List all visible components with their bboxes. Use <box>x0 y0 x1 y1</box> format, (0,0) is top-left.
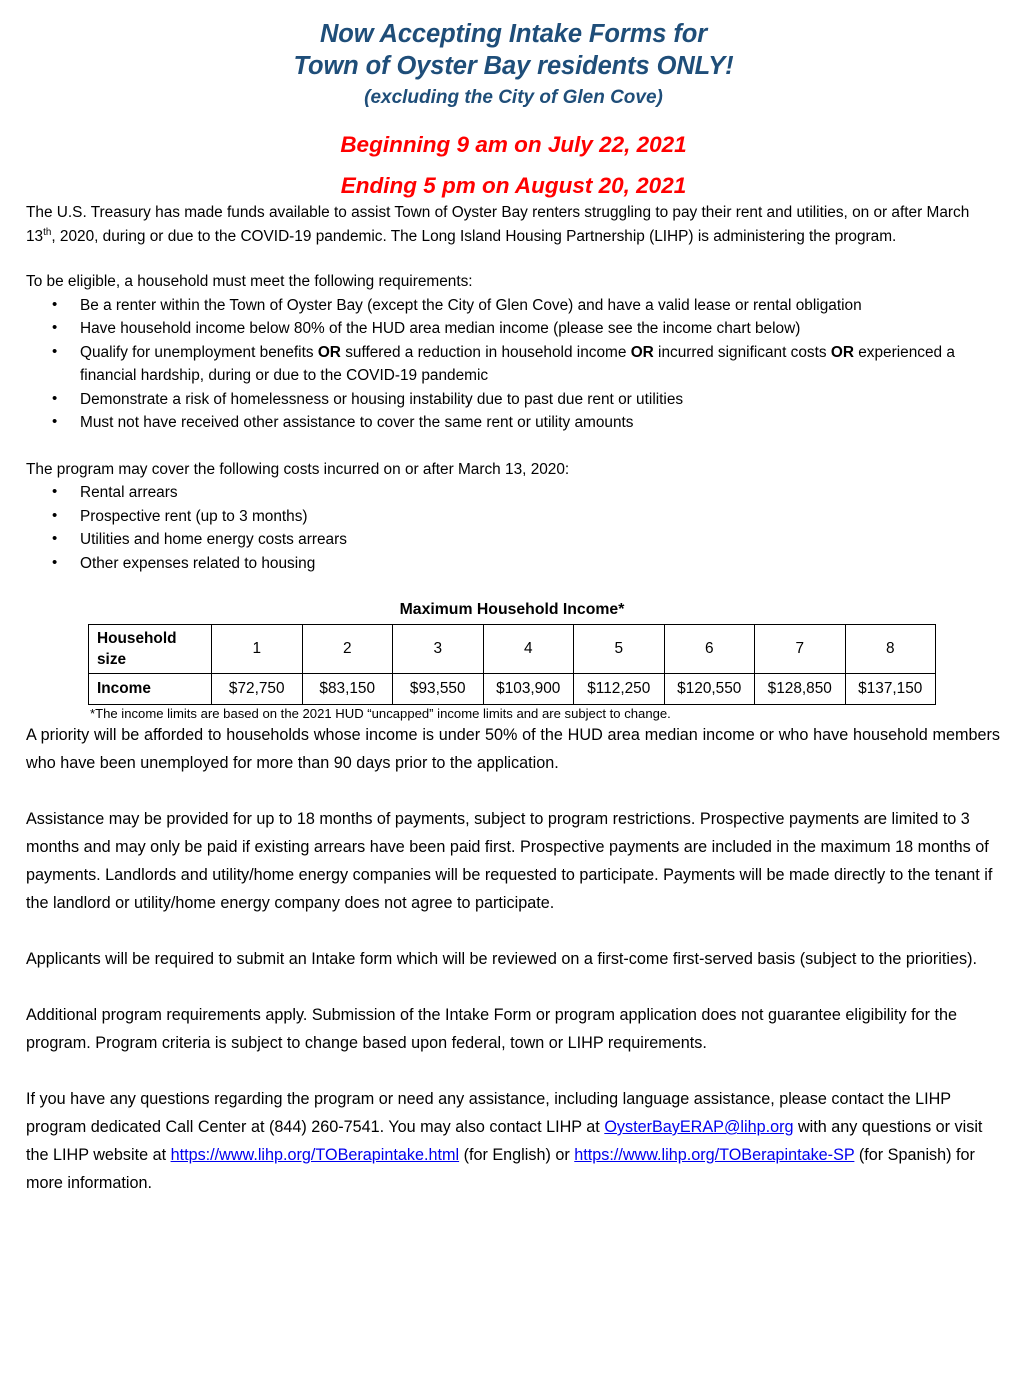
lower-content <box>0 721 1027 1197</box>
spacer <box>26 973 1000 1001</box>
spacer <box>26 777 1000 805</box>
table-row-income <box>89 674 936 705</box>
table-cell-income: $93,550 <box>393 674 484 705</box>
household-size-line2: size <box>97 651 127 668</box>
list-item: • Prospective rent (up to 3 months) <box>26 505 1000 529</box>
body-content <box>0 201 1027 575</box>
table-cell-size: 3 <box>393 625 484 674</box>
list-item: • Utilities and home energy costs arrears <box>26 528 1000 552</box>
table-row-household-size <box>89 625 936 674</box>
eligibility-or-seg1: Qualify for unemployment benefits <box>80 343 318 361</box>
priority-paragraph: A priority will be afforded to households whose income is under 50% of the HUD area median income or who have household members who have been unemployed for more than 90 days prior to the application. <box>26 726 1000 772</box>
table-cell-income: $120,550 <box>664 674 755 705</box>
table-cell-income: $72,750 <box>212 674 303 705</box>
eligibility-list <box>26 294 1000 435</box>
eligibility-or-1: OR <box>317 343 341 361</box>
headline-line-2: Town of Oyster Bay residents ONLY! <box>293 52 734 80</box>
intro-text-part1: The U.S. Treasury has made funds available to assist Town of Oyster Bay renters struggling to pay their rent and utilities, on or after March 13 <box>26 204 970 245</box>
email-link[interactable]: OysterBayERAP@lihp.org <box>604 1118 794 1136</box>
table-cell-income: $83,150 <box>302 674 393 705</box>
eligibility-or-seg3: incurred significant costs <box>653 343 831 361</box>
eligibility-lead: To be eligible, a household must meet the following requirements: <box>26 273 473 290</box>
table-cell-size: 8 <box>845 625 936 674</box>
covered-costs-lead: The program may cover the following costs incurred on or after March 13, 2020: <box>26 460 570 478</box>
table-cell-income: $112,250 <box>574 674 665 705</box>
list-item: • Other expenses related to housing <box>26 552 1000 576</box>
eligibility-or-2: OR <box>630 343 654 361</box>
table-cell-size: 6 <box>664 625 755 674</box>
date-begin: Beginning 9 am on July 22, 2021 <box>340 132 687 157</box>
income-table <box>88 624 936 705</box>
website-link-spanish[interactable]: https://www.lihp.org/TOBerapintake-SP <box>574 1146 855 1164</box>
list-item: • Demonstrate a risk of homelessness or housing instability due to past due rent or utilities <box>26 388 1000 412</box>
table-header-household-size <box>89 625 212 674</box>
contact-text-seg4: (for Spanish) for more information. <box>26 1146 975 1192</box>
headline-line-3: (excluding the City of Glen Cove) <box>364 87 663 108</box>
income-table-title: Maximum Household Income* <box>399 601 625 618</box>
eligibility-or-seg2: suffered a reduction in household income <box>340 343 631 361</box>
table-cell-size: 2 <box>302 625 393 674</box>
headline-line-1: Now Accepting Intake Forms for <box>319 20 708 48</box>
table-cell-income: $137,150 <box>845 674 936 705</box>
table-cell-size: 1 <box>212 625 303 674</box>
additional-requirements-paragraph: Additional program requirements apply. Submission of the Intake Form or program application does not guarantee eligibility for the program. Program criteria is subject to change based upon federal, town or LIHP requirements. <box>26 1006 957 1052</box>
applicants-paragraph: Applicants will be required to submit an Intake form which will be reviewed on a first-come first-served basis (subject to the priorities). <box>26 950 977 968</box>
table-cell-size: 4 <box>483 625 574 674</box>
intro-text-part2: , 2020, during or due to the COVID-19 pandemic. The Long Island Housing Partnership (LIHP) is administering the program. <box>51 227 897 245</box>
table-cell-income: $103,900 <box>483 674 574 705</box>
table-cell-income: $128,850 <box>755 674 846 705</box>
contact-text-seg1: If you have any questions regarding the program or need any assistance, including language assistance, please contact the LIHP program dedicated Call Center at (844) 260-7541. You may also contact LIHP at <box>26 1090 951 1136</box>
list-item: • Be a renter within the Town of Oyster Bay (except the City of Glen Cove) and have a valid lease or rental obligation <box>26 294 1000 318</box>
household-size-line1: Household <box>97 630 177 647</box>
headline-block <box>0 0 1027 201</box>
date-end: Ending 5 pm on August 20, 2021 <box>340 173 687 198</box>
income-table-footnote: *The income limits are based on the 2021 HUD “uncapped” income limits and are subject to change. <box>90 706 671 721</box>
intro-superscript: th <box>43 226 52 238</box>
eligibility-or-seg4: experienced a financial hardship, during or due to the COVID-19 pandemic <box>80 343 955 384</box>
list-item <box>26 341 1000 388</box>
assistance-paragraph: Assistance may be provided for up to 18 months of payments, subject to program restrictions. Prospective payments are limited to 3 months and may only be paid if existing arrears have been paid first. Prospective payments are included in the maximum 18 months of payments. Landlords and utility/home energy companies will be requested to participate. Payments will be made directly to the tenant if the landlord or utility/home energy company does not agree to participate. <box>26 810 993 912</box>
table-header-income: Income <box>89 674 212 705</box>
contact-text-seg2: with any questions or visit the LIHP website at <box>26 1118 983 1164</box>
contact-text-seg3: (for English) or <box>459 1146 575 1164</box>
list-item: • Have household income below 80% of the HUD area median income (please see the income chart below) <box>26 317 1000 341</box>
income-table-zone <box>0 601 1027 721</box>
table-cell-size: 7 <box>755 625 846 674</box>
spacer <box>26 1057 1000 1085</box>
eligibility-or-3: OR <box>830 343 854 361</box>
spacer <box>26 917 1000 945</box>
list-item: • Must not have received other assistance to cover the same rent or utility amounts <box>26 411 1000 435</box>
spacer <box>26 435 1000 458</box>
website-link-english[interactable]: https://www.lihp.org/TOBerapintake.html <box>170 1146 460 1164</box>
table-cell-size: 5 <box>574 625 665 674</box>
contact-paragraph <box>26 1085 1000 1197</box>
spacer <box>26 248 1000 270</box>
list-item: • Rental arrears <box>26 481 1000 505</box>
intro-paragraph <box>26 201 1000 248</box>
covered-costs-list <box>26 481 1000 575</box>
